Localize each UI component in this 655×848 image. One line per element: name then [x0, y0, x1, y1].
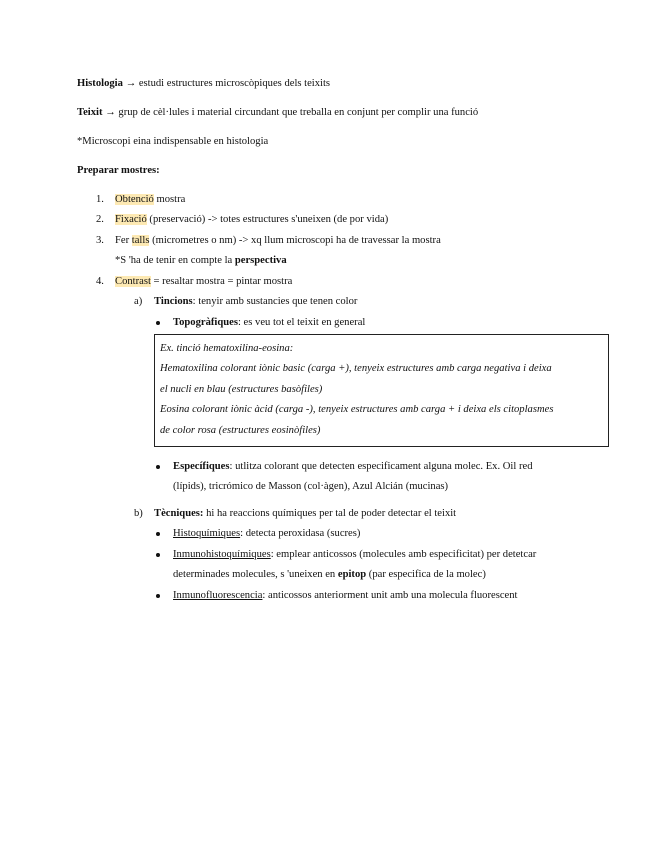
step-3-rest: (micrometres o nm) -> xq llum microscopi ha de travessar la mostra	[149, 235, 441, 246]
bullet-icon	[156, 553, 160, 557]
tecniques-item-1	[173, 527, 360, 541]
tincions-title: Tincions	[154, 296, 193, 307]
box-line-5: de color rosa (estructures eosinòfiles)	[160, 425, 321, 436]
box-line-3: el nucli en blau (estructures basòfiles)	[160, 384, 323, 395]
section-title	[77, 164, 160, 178]
especifiques-item	[173, 460, 533, 474]
box-line-2: Hematoxilina colorant iònic basic (carga +), tenyeix estructures amb carga negativa i deixa	[160, 363, 552, 374]
bullet-icon	[156, 594, 160, 598]
inmuno-cont-post: (par especifica de la molec)	[366, 569, 486, 580]
especifiques-desc-1: : utlitza colorant que detecten especificament alguna molec. Ex. Oil red	[229, 461, 533, 472]
tecniques-item-2-cont	[173, 568, 486, 582]
step-1	[115, 193, 185, 207]
tecniques-item-3	[173, 589, 517, 603]
teixit-term: Teixit	[77, 107, 103, 118]
step-4-rest: = resaltar mostra = pintar mostra	[150, 276, 293, 287]
step-3	[115, 234, 441, 248]
especifiques-title: Específiques	[173, 461, 230, 472]
step-1-key: Obtenció	[115, 194, 154, 205]
bullet-icon	[156, 532, 160, 536]
step-number-4: 4.	[96, 276, 104, 287]
tecniques-letter: b)	[134, 508, 143, 519]
especifiques-desc-2: (lípids), tricrómico de Masson (col·àgen), Azul Alcián (mucinas)	[173, 481, 449, 492]
step-3-note-pre: *S 'ha de tenir en compte la	[115, 255, 235, 266]
section-title-text: Preparar mostres:	[77, 165, 160, 176]
step-4	[115, 275, 292, 289]
step-3-note	[115, 254, 287, 268]
tecniques-item-3-desc: : anticossos anteriorment unit amb una molecula fluorescent	[262, 590, 518, 601]
example-box	[154, 334, 609, 447]
inmuno-cont-bold: epitop	[337, 569, 367, 580]
topografiques-title: Topogràfiques	[173, 317, 238, 328]
step-3-note-bold: perspectiva	[234, 255, 287, 266]
step-1-rest: mostra	[153, 194, 186, 205]
tincions-desc: : tenyir amb sustancies que tenen color	[192, 296, 358, 307]
inmuno-cont-pre: determinades molecules, s 'uneixen en	[173, 569, 338, 580]
topografiques-item	[173, 316, 365, 330]
bullet-icon	[156, 321, 160, 325]
tecniques-item-2-desc: : emplear anticossos (molecules amb especificitat) per detetcar	[270, 549, 537, 560]
tecniques-item-1-desc: : detecta peroxidasa (sucres)	[240, 528, 361, 539]
step-3-key: talls	[131, 235, 150, 246]
box-line-1: Ex. tinció hematoxilina-eosina:	[160, 343, 294, 354]
bullet-icon	[156, 465, 160, 469]
step-number-1: 1.	[96, 194, 104, 205]
step-number-3: 3.	[96, 235, 104, 246]
step-4-key: Contrast	[115, 276, 151, 287]
microscope-note: *Microscopi eina indispensable en histologia	[77, 136, 269, 147]
step-number-2: 2.	[96, 214, 104, 225]
tecniques-desc: hi ha reaccions químiques per tal de poder detectar el teixit	[203, 508, 457, 519]
tecniques-item-2	[173, 548, 536, 562]
tecniques-item-1-term: Histoquímiques	[173, 528, 241, 539]
tecniques-item-2-term: Inmunohistoquímiques	[173, 549, 271, 560]
teixit-definition	[77, 106, 478, 120]
tecniques-heading	[154, 507, 456, 521]
tecniques-item-3-term: Inmunofluorescencia	[173, 590, 263, 601]
histologia-def: → estudi estructures microscòpiques dels teixits	[122, 78, 331, 89]
topografiques-desc: : es veu tot el teixit en general	[237, 317, 366, 328]
tincions-heading	[154, 295, 357, 309]
histologia-definition	[77, 77, 330, 91]
teixit-def: → grup de cèl·lules i material circundant que treballa en conjunt per complir una funció	[102, 107, 479, 118]
step-3-pre: Fer	[115, 235, 132, 246]
step-2-rest: (preservació) -> totes estructures s'uneixen (de por vida)	[146, 214, 389, 225]
step-2	[115, 213, 388, 227]
box-line-4: Eosina colorant iònic àcid (carga -), tenyeix estructures amb carga + i deixa els citoplasmes	[160, 404, 554, 415]
step-2-key: Fixació	[115, 214, 147, 225]
histologia-term: Histologia	[77, 78, 123, 89]
tecniques-title: Tècniques:	[154, 508, 204, 519]
tincions-letter: a)	[134, 296, 143, 307]
